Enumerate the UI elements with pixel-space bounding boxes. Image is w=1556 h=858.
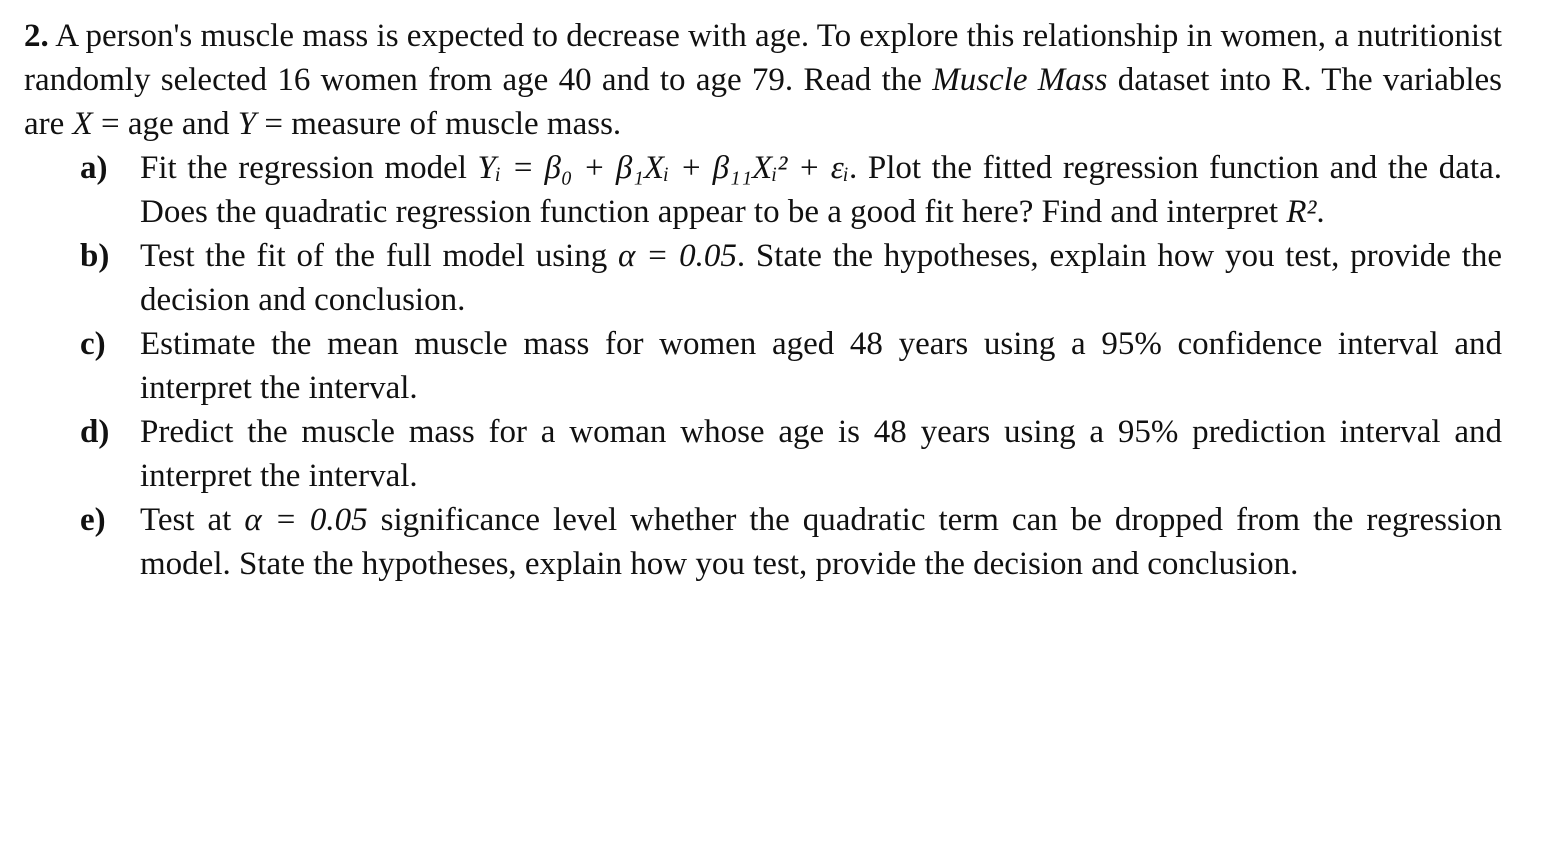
part-e-text bbox=[140, 498, 1502, 586]
part-a-post: . Plot the fitted regression function and the data. Does the quadratic regression function appear to be a good fit here? Find and interpret bbox=[140, 150, 1502, 230]
variable-y-definition: = measure of muscle mass. bbox=[256, 106, 622, 142]
part-e-pre: Test at bbox=[140, 502, 245, 538]
part-e bbox=[24, 498, 1502, 586]
part-b bbox=[24, 234, 1502, 322]
part-c bbox=[24, 322, 1502, 410]
r-squared-symbol: R² bbox=[1286, 194, 1317, 230]
question-parts bbox=[24, 146, 1502, 586]
part-e-letter: e) bbox=[80, 502, 106, 538]
regression-model-formula: Yᵢ = β₀ + β₁Xᵢ + β₁₁Xᵢ² + εᵢ bbox=[477, 150, 850, 186]
part-a-letter: a) bbox=[80, 150, 108, 186]
variable-x: X bbox=[72, 106, 93, 142]
part-e-post: significance level whether the quadratic term can be dropped from the regression model. State the hypotheses, explain how you test, provide the decision and conclusion. bbox=[140, 502, 1503, 582]
part-d bbox=[24, 410, 1502, 498]
problem-document bbox=[24, 14, 1502, 586]
problem-intro bbox=[24, 14, 1502, 146]
intro-text-2: dataset into R. The variables are bbox=[24, 62, 1503, 142]
part-d-letter: d) bbox=[80, 414, 110, 450]
part-b-letter: b) bbox=[80, 238, 110, 274]
part-b-text bbox=[140, 234, 1502, 322]
part-b-alpha: α = 0.05 bbox=[618, 238, 737, 274]
part-c-text: Estimate the mean muscle mass for women aged 48 years using a 95% confidence interval and interpret the interval. bbox=[140, 326, 1502, 406]
part-a-text bbox=[140, 146, 1502, 234]
part-a-pre: Fit the regression model bbox=[140, 150, 478, 186]
variable-x-definition: = age and bbox=[92, 106, 238, 142]
part-c-letter: c) bbox=[80, 326, 106, 362]
part-d-text: Predict the muscle mass for a woman whose age is 48 years using a 95% prediction interval and interpret the interval. bbox=[140, 414, 1502, 494]
part-b-post: . State the hypotheses, explain how you test, provide the decision and conclusion. bbox=[140, 238, 1503, 318]
part-e-alpha: α = 0.05 bbox=[244, 502, 368, 538]
intro-text-1: A person's muscle mass is expected to decrease with age. To explore this relationship in women, a nutritionist randomly selected 16 women from age 40 and to age 79. Read the bbox=[24, 18, 1502, 98]
variable-y: Y bbox=[237, 106, 257, 142]
dataset-name: Muscle Mass bbox=[932, 62, 1108, 98]
part-b-pre: Test the fit of the full model using bbox=[140, 238, 618, 274]
problem-number: 2. bbox=[24, 18, 49, 54]
part-a bbox=[24, 146, 1502, 234]
part-a-end: . bbox=[1316, 194, 1325, 230]
